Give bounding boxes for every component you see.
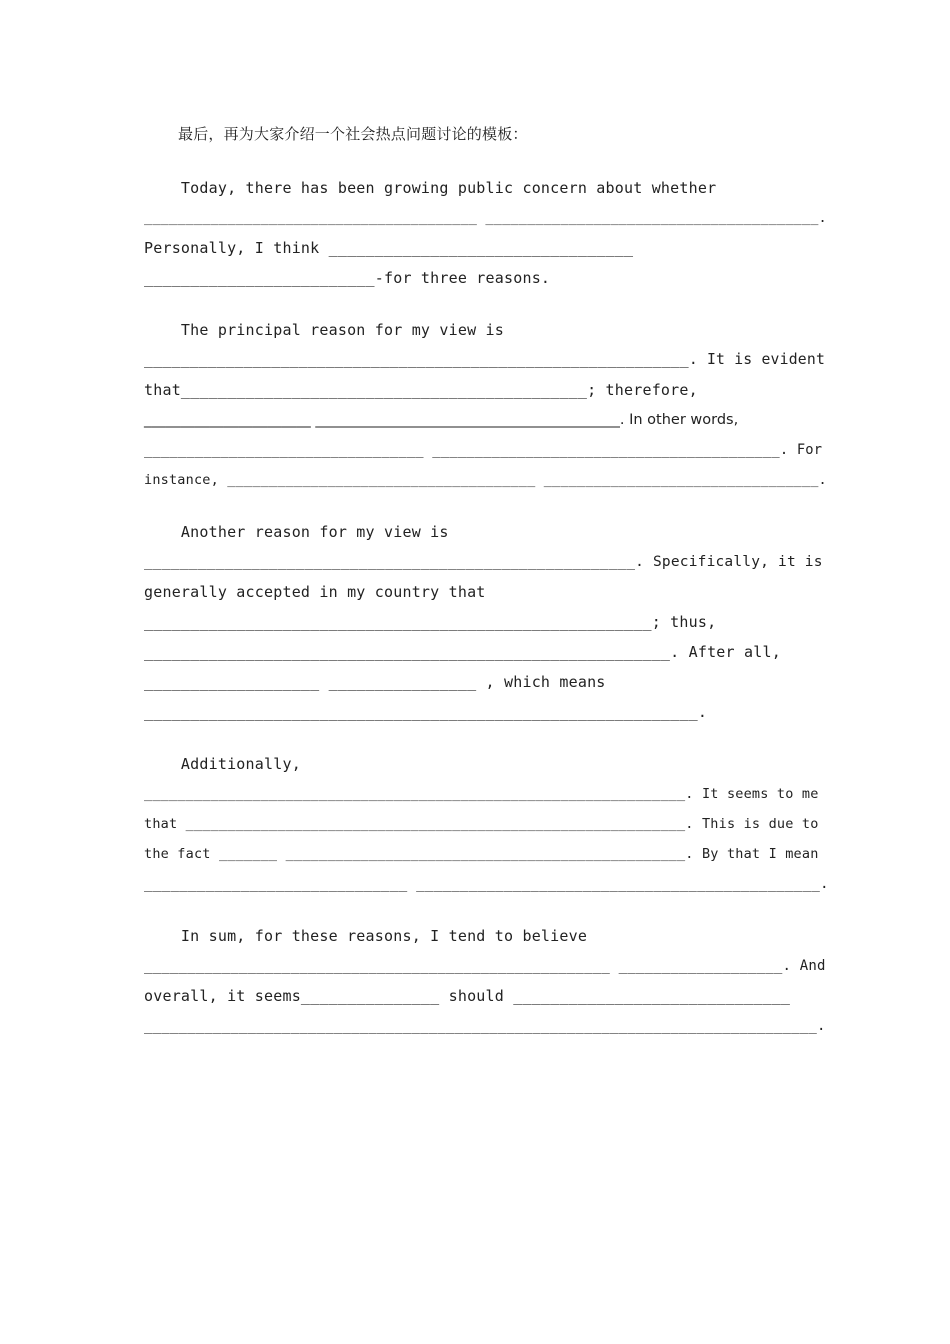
paragraph-1-line-1: Today, there has been growing public concern about whether (144, 179, 717, 197)
paragraph-5-line-4: ______________________________________________________________________________. (144, 1018, 826, 1034)
paragraph-3-line-2: _______________________________________________________. Specifically, it is (144, 554, 823, 570)
paragraph-4-line-4: the fact _______ ________________________________________________. By that I mean (144, 846, 819, 862)
paragraph-5-line-3: overall, it seems_______________ should ______________________________ (144, 987, 791, 1005)
paragraph-5-line-2: ______________________________________________________ ___________________. And (144, 958, 826, 974)
paragraph-4-line-5: ______________________________ ______________________________________________. (144, 876, 829, 892)
paragraph-5-line-1: In sum, for these reasons, I tend to believe (144, 927, 588, 945)
template-heading: 最后，再为大家介绍一个社会热点问题讨论的模板： (178, 125, 528, 143)
paragraph-2-line-3: that____________________________________________; therefore, (144, 381, 698, 399)
paragraph-4-line-1: Additionally, (144, 755, 301, 773)
paragraph-4-line-3: that ____________________________________________________________. This is due to (144, 816, 819, 832)
paragraph-2-line-4: _______________________ __________________________________________. In other words, (144, 412, 739, 428)
paragraph-2-line-2: ____________________________________________________________. It is evident (144, 351, 826, 368)
paragraph-1-line-3: Personally, I think _________________________________ (144, 239, 634, 257)
paragraph-2-line-1: The principal reason for my view is (144, 321, 504, 339)
paragraph-3-line-7: ____________________________________________________________. (144, 703, 708, 721)
paragraph-4-line-2: _________________________________________________________________. It seems to me (144, 786, 819, 802)
paragraph-3-line-5: _________________________________________________________. After all, (144, 643, 781, 661)
paragraph-2-line-6: instance, _____________________________________ _________________________________. (144, 472, 827, 488)
paragraph-3-line-1: Another reason for my view is (144, 523, 449, 541)
paragraph-2-line-5: _________________________________ _________________________________________. For (144, 442, 823, 458)
paragraph-3-line-4: _______________________________________________________; thus, (144, 613, 717, 631)
paragraph-1-line-2: ________________________________________ ________________________________________. (144, 210, 827, 226)
paragraph-3-line-6: ___________________ ________________ , which means (144, 673, 606, 691)
paragraph-3-line-3: generally accepted in my country that (144, 583, 486, 601)
paragraph-1-line-4: _________________________-for three reasons. (144, 269, 551, 287)
